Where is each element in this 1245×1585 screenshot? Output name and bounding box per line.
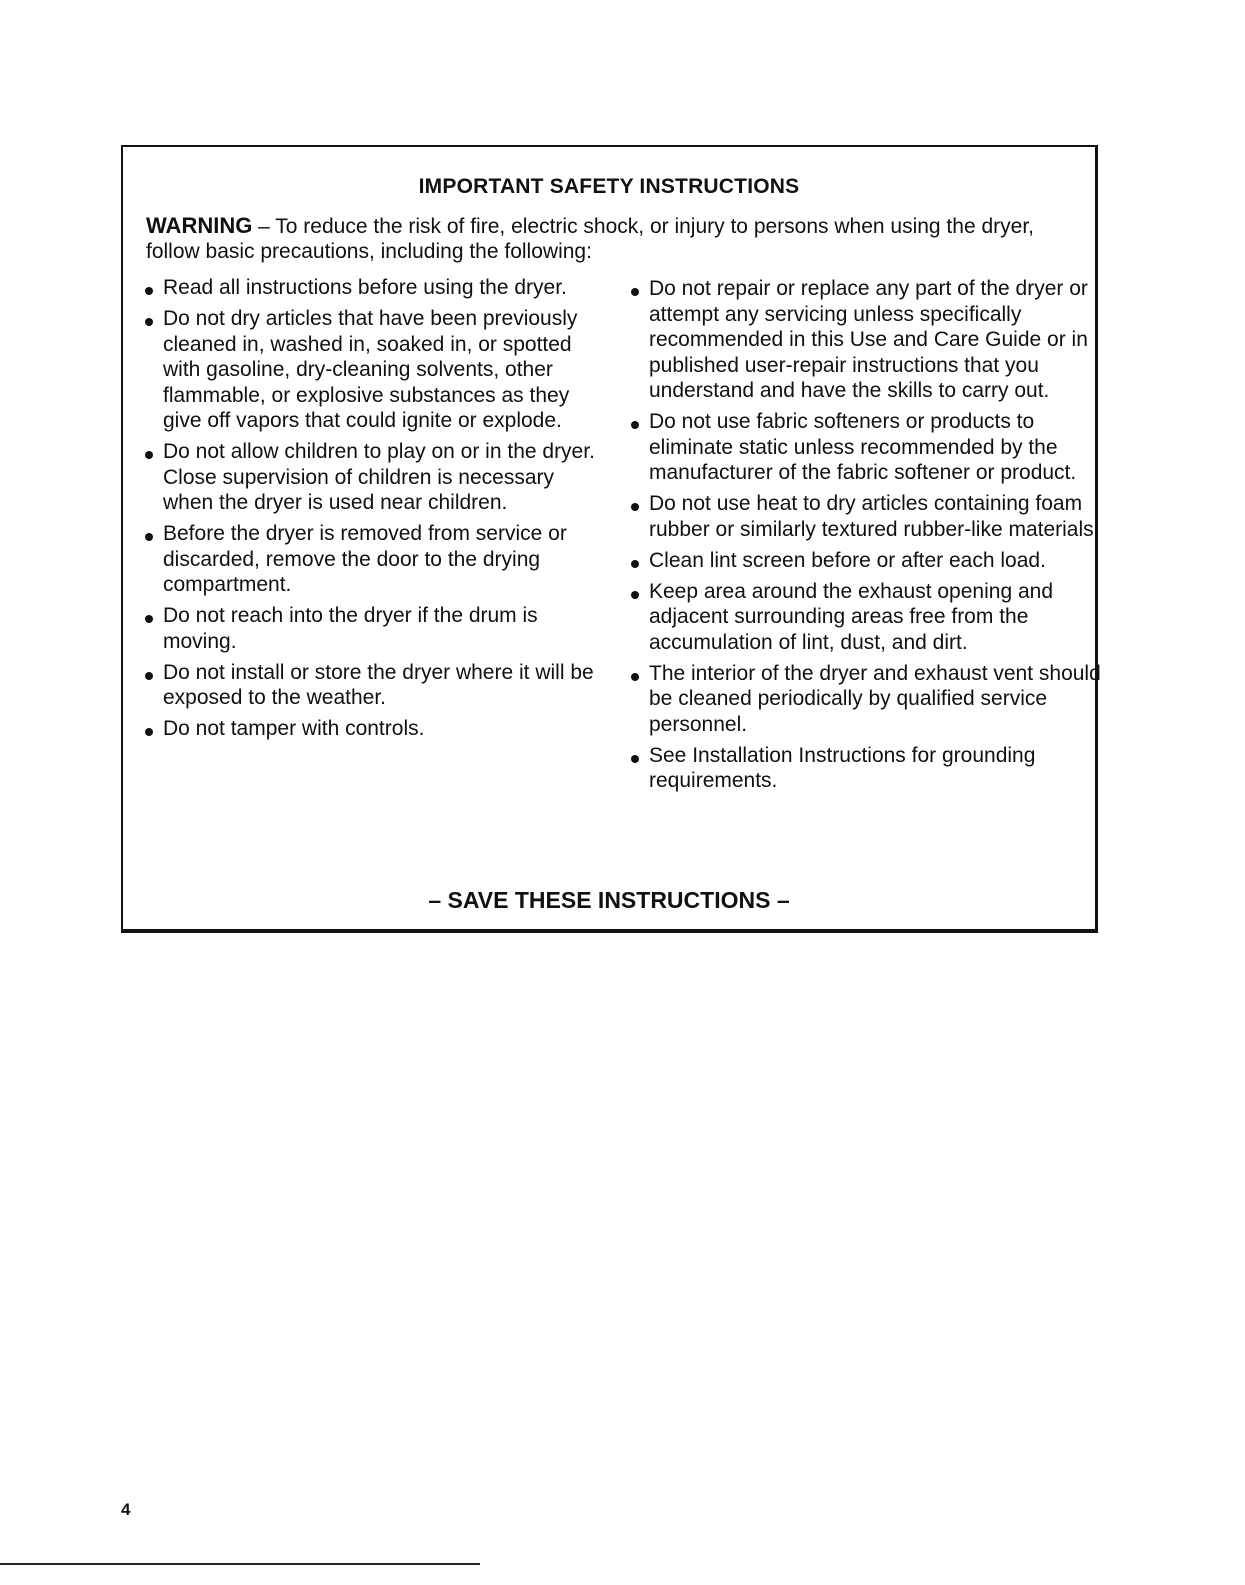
warning-text: – To reduce the risk of fire, electric shock, or injury to persons when using the dryer, follow basic precautions, including the following: bbox=[146, 215, 1034, 263]
list-item bbox=[145, 521, 600, 598]
bullet-dot-icon bbox=[631, 503, 639, 511]
list-item bbox=[145, 306, 600, 434]
bullet-dot-icon bbox=[145, 287, 153, 295]
list-item bbox=[631, 548, 1101, 574]
bullet-dot-icon bbox=[631, 755, 639, 763]
bullet-dot-icon bbox=[145, 672, 153, 680]
list-item bbox=[631, 661, 1101, 738]
bullet-dot-icon bbox=[631, 591, 639, 599]
safety-title: IMPORTANT SAFETY INSTRUCTIONS bbox=[418, 175, 800, 198]
scan-edge-divider bbox=[0, 1563, 480, 1565]
left-bullet-list bbox=[145, 275, 600, 747]
list-item bbox=[631, 276, 1101, 404]
list-item-text: Before the dryer is removed from service or discarded, remove the door to the drying compartment. bbox=[163, 522, 567, 596]
bullet-dot-icon bbox=[631, 288, 639, 296]
list-item bbox=[145, 716, 600, 742]
list-item-text: Do not use heat to dry articles containing foam rubber or similarly textured rubber-like materials. bbox=[649, 492, 1100, 541]
warning-label: WARNING bbox=[146, 213, 253, 238]
save-instructions-footer: – SAVE THESE INSTRUCTIONS – bbox=[428, 887, 790, 913]
list-item bbox=[631, 409, 1101, 486]
list-item-text: Do not allow children to play on or in the dryer. Close supervision of children is necessary when the dryer is used near children. bbox=[163, 440, 595, 514]
list-item-text: Do not reach into the dryer if the drum is moving. bbox=[163, 604, 538, 653]
bullet-dot-icon bbox=[145, 615, 153, 623]
list-item bbox=[631, 491, 1101, 542]
bullet-dot-icon bbox=[145, 728, 153, 736]
list-item-text: See Installation Instructions for grounding requirements. bbox=[649, 743, 1036, 792]
list-item bbox=[145, 603, 600, 654]
bullet-dot-icon bbox=[145, 318, 153, 326]
list-item-text: Do not repair or replace any part of the dryer or attempt any servicing unless specifically recommended in this Use and Care Guide or in published user-repair instructions that you understand and have the skills to carry out. bbox=[649, 277, 1088, 402]
safety-instructions-box bbox=[121, 145, 1101, 933]
bullet-dot-icon bbox=[631, 421, 639, 429]
list-item bbox=[631, 743, 1101, 794]
list-item bbox=[145, 439, 600, 516]
bullet-dot-icon bbox=[145, 533, 153, 541]
list-item-text: Clean lint screen before or after each load. bbox=[649, 548, 1046, 572]
list-item-text: The interior of the dryer and exhaust vent should be cleaned periodically by qualified service personnel. bbox=[649, 661, 1101, 736]
list-item-text: Do not dry articles that have been previously cleaned in, washed in, soaked in, or spotted with gasoline, dry-cleaning solvents, other flammable, or explosive substances as they give off vapors that could ignite or explode. bbox=[163, 307, 578, 432]
list-item-text: Do not tamper with controls. bbox=[163, 717, 425, 740]
page-number: 4 bbox=[121, 1500, 131, 1519]
list-item-text: Keep area around the exhaust opening and adjacent surrounding areas free from the accumulation of lint, dust, and dirt. bbox=[649, 579, 1053, 654]
list-item bbox=[631, 579, 1101, 656]
list-item-text: Do not install or store the dryer where it will be exposed to the weather. bbox=[163, 660, 594, 709]
bullet-dot-icon bbox=[145, 451, 153, 459]
list-item-text: Do not use fabric softeners or products to eliminate static unless recommended by the manufacturer of the fabric softener or product. bbox=[649, 410, 1077, 484]
bullet-dot-icon bbox=[631, 560, 639, 568]
bullet-dot-icon bbox=[631, 673, 639, 681]
list-item bbox=[145, 275, 600, 301]
warning-paragraph bbox=[146, 213, 1081, 264]
right-bullet-list bbox=[631, 276, 1101, 799]
list-item bbox=[145, 660, 600, 711]
list-item-text: Read all instructions before using the dryer. bbox=[163, 276, 567, 299]
